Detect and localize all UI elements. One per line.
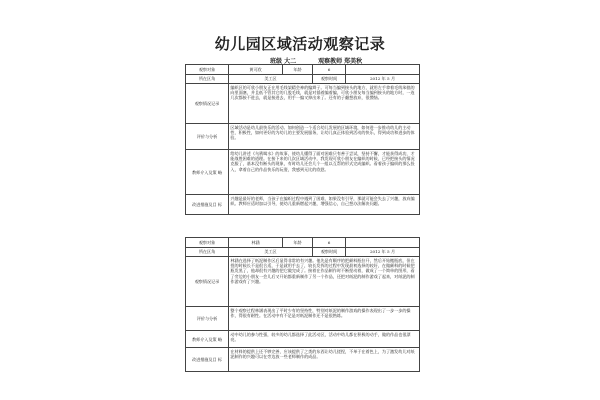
analysis-text: 整个观察过程林涵表现出了平时少有的坚持性，特别对纸泥的制作游戏的操作表现出了一步一步的操作，得很有耐性。在活动中有不足是对纸泥制作还不是很熟练。 [229,307,420,331]
table-row [186,150,420,195]
page-title: 幼儿园区域活动观察记录 [214,35,386,53]
table-row [186,195,420,215]
adjust-label: 改进措施及目 标 [186,348,229,372]
analysis-label: 评价与分析 [186,307,229,331]
empty-cell [346,238,420,248]
age-value: 6 [313,238,346,248]
table-row [186,348,420,372]
observation-table-2 [185,237,420,372]
table-row [186,247,420,257]
subject-label: 观察对象 [186,65,229,75]
table-row [186,257,420,307]
analysis-label: 评价与分析 [186,124,229,150]
age-value: 6 [313,65,346,75]
time-value: 2012 年 5 月 [346,247,420,257]
situation-label: 观察情况记录 [186,257,229,307]
time-label: 观察时间 [313,74,346,84]
adjust-text: 在材料的提供上还不够完善，应该提供了之类的东西让幼儿搓捏，不单于在着色上，为了激发幼儿对纸泥制作的兴趣可以在旁边放一些老师制作的成品。 [229,348,420,372]
strategy-text: 动中幼儿的参与性强，较多的幼儿都选择了此活动区，活动中幼儿都在积极的动手，做的作品也很漂亮。 [229,331,420,348]
teacher-info: 观察教师 郑美秋 [318,58,363,65]
adjust-text: 兴趣是最好的老师，当孩子在编织过程中遇到了困难，如果没有引导，那就可能会失去了兴趣，放弃编织。教师应适时加以引导，使幼儿重新燃起兴趣，增强信心，自己想办法解决问题。 [229,195,420,215]
subject-label: 观察对象 [186,238,229,248]
analysis-text: 区域活动是幼儿最快乐的活动。如何创造一个适合幼儿发展的区域环境，如何进一步推动幼儿的主动性、积极性，如何更好的为幼儿的主要发展服务，让幼儿真正体验到活动的快乐，得到成功和进步的体验。 [229,124,420,150]
area-value: 美工区 [229,74,313,84]
situation-text: 林涵在选择了纸泥制作区后显得非常的有兴趣。他先是有顺序的把颜料瓶拉开，然后开始搬瓶底，但在捏的时候长不是很合适，于是就用手去了，较长发挥的过程中发现最初选择的较好，在做颜料的时候把瓶发黑了，他却很有兴趣的把它做完成了。接着在作品制作时不断捏动着，做成了一个简单的图形，看了旁边的小朋友一会儿后又开始都重新制作了另一个作品，还把对纸泥的制作游戏了起来，对纸泥的制作游戏有了兴趣。 [229,257,420,307]
table-row [186,238,420,248]
subject-value: 林涵 [229,238,283,248]
strategy-label: 教师介入及策 略 [186,331,229,348]
table-row [186,74,420,84]
area-label: 所在区角 [186,74,229,84]
observation-table-1 [185,64,420,215]
time-label: 观察时间 [313,247,346,257]
area-label: 所在区角 [186,247,229,257]
area-value: 美工区 [229,247,313,257]
table-row [186,124,420,150]
strategy-label: 教师介入及策 略 [186,150,229,195]
subject-value: 黄可欣 [229,65,283,75]
empty-cell [346,65,420,75]
situation-label: 观察情况记录 [186,84,229,124]
situation-text: 编织区的可欣小朋友正在用毛线架精会神的编辫子。可每当编到接头的地方，就用左手拿着毛线笨拙的向里面塞，并且低不管其它的几股毛线，就是对插着编着编，可欣小朋友每当编到接头的地方时，一连几次都接不进去，就是接进去，用手一编又掉出来了。还有的子翻想放弃，很懊恼。 [229,84,420,124]
class-info: 班级 大二 [270,58,297,65]
table-row [186,331,420,348]
age-label: 年龄 [283,238,313,248]
table-row [186,65,420,75]
strategy-text: 给幼儿讲述《乌鸦喝水》的故事，使幼儿懂得了面对困难只有善于尝试，坚持不懈，才能获得成功，才能战胜困难的道理。在接下来的几次区域活动中，我发现可欣小朋友在编织的时候，已经把接头的情况克服了，基本没有断头的现象，有时幼儿还会几个一组以互帮的形式完成编织。看着孩子编织的那么投入，拿着自己的作品快乐的玩耍，我感到无比的欣慰。 [229,150,420,195]
table-row [186,307,420,331]
time-value: 2012 年 5 月 [346,74,420,84]
adjust-label: 改进措施及目 标 [186,195,229,215]
table-row [186,84,420,124]
age-label: 年龄 [283,65,313,75]
